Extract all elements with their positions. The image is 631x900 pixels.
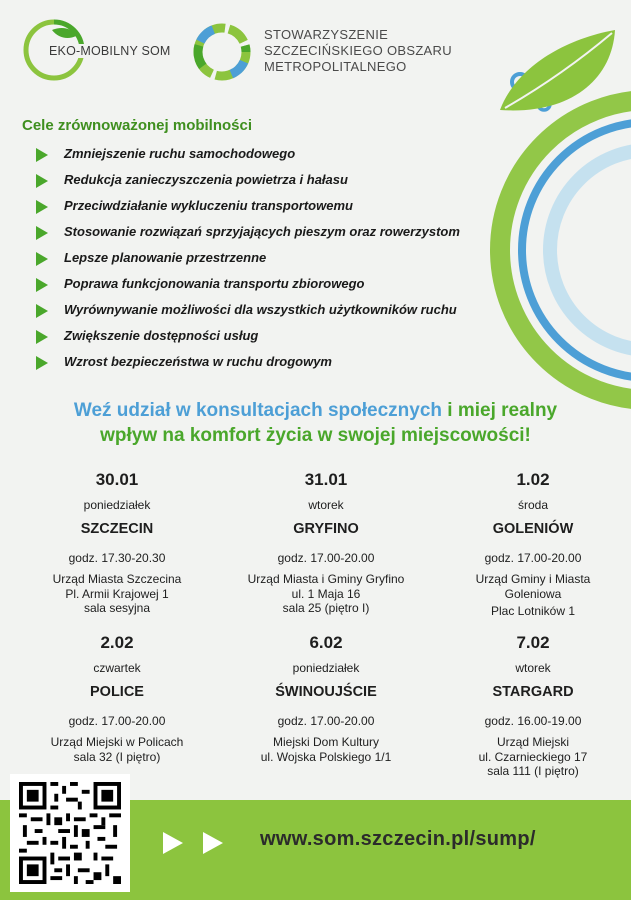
goal-item-text: Wzrost bezpieczeństwa w ruchu drogowym <box>64 354 332 369</box>
qr-code-graphic <box>18 782 122 884</box>
eko-mobilny-logo <box>22 18 192 82</box>
event-place-line: Urząd Gminy i Miasta <box>475 572 591 586</box>
event-place-line: ul. Wojska Polskiego 1/1 <box>260 749 392 764</box>
goals-list <box>34 144 460 378</box>
event-city: ŚWINOUJŚCIE <box>275 684 377 700</box>
website-link[interactable]: www.som.szczecin.pl/sump/ <box>260 828 536 850</box>
event-day: wtorek <box>308 498 344 512</box>
bullet-arrow-icon <box>36 330 48 344</box>
event-hours: godz. 17.00-20.00 <box>68 714 166 728</box>
event-place <box>428 572 631 619</box>
bullet-arrow-icon <box>36 148 48 162</box>
goal-item-text: Lepsze planowanie przestrzenne <box>64 250 267 265</box>
event-place-line: ul. Czarnieckiego 17 <box>478 749 588 764</box>
som-logo-line: STOWARZYSZENIE <box>264 27 389 42</box>
goal-item <box>34 144 460 170</box>
goal-item <box>34 196 460 222</box>
event-date: 1.02 <box>516 470 550 489</box>
event-city: GOLENIÓW <box>492 521 574 537</box>
event-hours: godz. 16.00-19.00 <box>484 714 582 728</box>
som-logo <box>192 22 492 82</box>
event-place-line: sala sesyjna <box>83 601 151 615</box>
event-place-line: sala 111 (I piętro) <box>487 764 579 778</box>
event-place <box>221 735 431 764</box>
event-place-line: Miejski Dom Kultury <box>272 735 380 749</box>
event-place-line: ul. 1 Maja 16 <box>291 586 361 601</box>
goal-item <box>34 170 460 196</box>
goal-item-text: Poprawa funkcjonowania transportu zbiorowego <box>64 276 365 291</box>
event-place-line: Urząd Miasta i Gminy Gryfino <box>247 572 405 586</box>
event-place <box>12 735 222 764</box>
event-hours: godz. 17.30-20.30 <box>68 551 166 565</box>
events-grid <box>0 468 631 788</box>
event-day: poniedziałek <box>292 661 360 675</box>
event-card <box>428 468 631 619</box>
bullet-arrow-icon <box>36 200 48 214</box>
goal-item <box>34 300 460 326</box>
som-logo-line: SZCZECIŃSKIEGO OBSZARU <box>264 43 452 58</box>
headline-line2: wpływ na komfort życia w swojej miejscowości! <box>100 425 531 446</box>
goal-item <box>34 326 460 352</box>
event-place-line: Urząd Miejski <box>496 735 569 749</box>
event-place-line: Urząd Miejski w Policach <box>50 735 184 749</box>
event-hours: godz. 17.00-20.00 <box>484 551 582 565</box>
event-day: wtorek <box>515 661 551 675</box>
event-city: SZCZECIN <box>80 521 154 537</box>
event-card <box>12 468 222 616</box>
bullet-arrow-icon <box>36 226 48 240</box>
som-logo-line: METROPOLITALNEGO <box>264 59 407 74</box>
bullet-arrow-icon <box>36 174 48 188</box>
goal-item-text: Redukcja zanieczyszczenia powietrza i hałasu <box>64 172 348 187</box>
goal-item-text: Wyrównywanie możliwości dla wszystkich użytkowników ruchu <box>64 302 457 317</box>
event-day: środa <box>517 498 549 512</box>
event-date: 30.01 <box>95 470 139 489</box>
event-place-line: Pl. Armii Krajowej 1 <box>65 586 169 601</box>
play-arrow-icon <box>163 832 183 854</box>
consultation-headline <box>0 398 631 448</box>
eko-logo-text: EKO-MOBILNY SOM <box>49 44 171 58</box>
headline-blue-part: Weź udział w konsultacjach społecznych <box>73 400 442 421</box>
bullet-arrow-icon <box>36 252 48 266</box>
event-city: STARGARD <box>492 684 574 700</box>
event-hours: godz. 17.00-20.00 <box>277 714 375 728</box>
event-place-line: Urząd Miasta Szczecina <box>52 572 182 586</box>
event-card <box>221 631 431 764</box>
goal-item <box>34 222 460 248</box>
goals-title: Cele zrównoważonej mobilności <box>22 117 253 134</box>
event-city: POLICE <box>90 684 144 700</box>
event-hours: godz. 17.00-20.00 <box>277 551 375 565</box>
event-date: 6.02 <box>309 633 343 652</box>
event-day: poniedziałek <box>83 498 151 512</box>
bullet-arrow-icon <box>36 304 48 318</box>
event-place <box>221 572 431 616</box>
event-card <box>221 468 431 616</box>
event-place-line: sala 25 (piętro I) <box>282 601 370 615</box>
play-arrow-icon <box>203 832 223 854</box>
leaf-icon <box>500 30 615 110</box>
event-place <box>12 572 222 616</box>
event-place-line: Plac Lotników 1 <box>490 604 576 618</box>
goal-item <box>34 248 460 274</box>
som-puzzle-ring-icon <box>192 22 254 84</box>
qr-code-icon[interactable] <box>10 774 130 892</box>
goal-item-text: Zmniejszenie ruchu samochodowego <box>64 146 296 161</box>
goal-item <box>34 274 460 300</box>
headline-green-part: i miej realny <box>442 400 558 421</box>
goal-item <box>34 352 460 378</box>
event-place-line: Goleniowa <box>504 586 562 601</box>
event-day: czwartek <box>93 661 141 675</box>
som-logo-text <box>264 27 452 75</box>
goal-item-text: Stosowanie rozwiązań sprzyjających pieszym oraz rowerzystom <box>64 224 460 239</box>
goal-item-text: Zwiększenie dostępności usług <box>64 328 259 343</box>
event-date: 2.02 <box>100 633 134 652</box>
bullet-arrow-icon <box>36 356 48 370</box>
event-date: 31.01 <box>304 470 348 489</box>
event-city: GRYFINO <box>293 521 359 537</box>
event-card <box>12 631 222 764</box>
event-place <box>428 735 631 779</box>
event-date: 7.02 <box>516 633 550 652</box>
event-card <box>428 631 631 779</box>
event-place-line: sala 32 (I piętro) <box>73 749 161 764</box>
goal-item-text: Przeciwdziałanie wykluczeniu transportowemu <box>64 198 353 213</box>
bullet-arrow-icon <box>36 278 48 292</box>
